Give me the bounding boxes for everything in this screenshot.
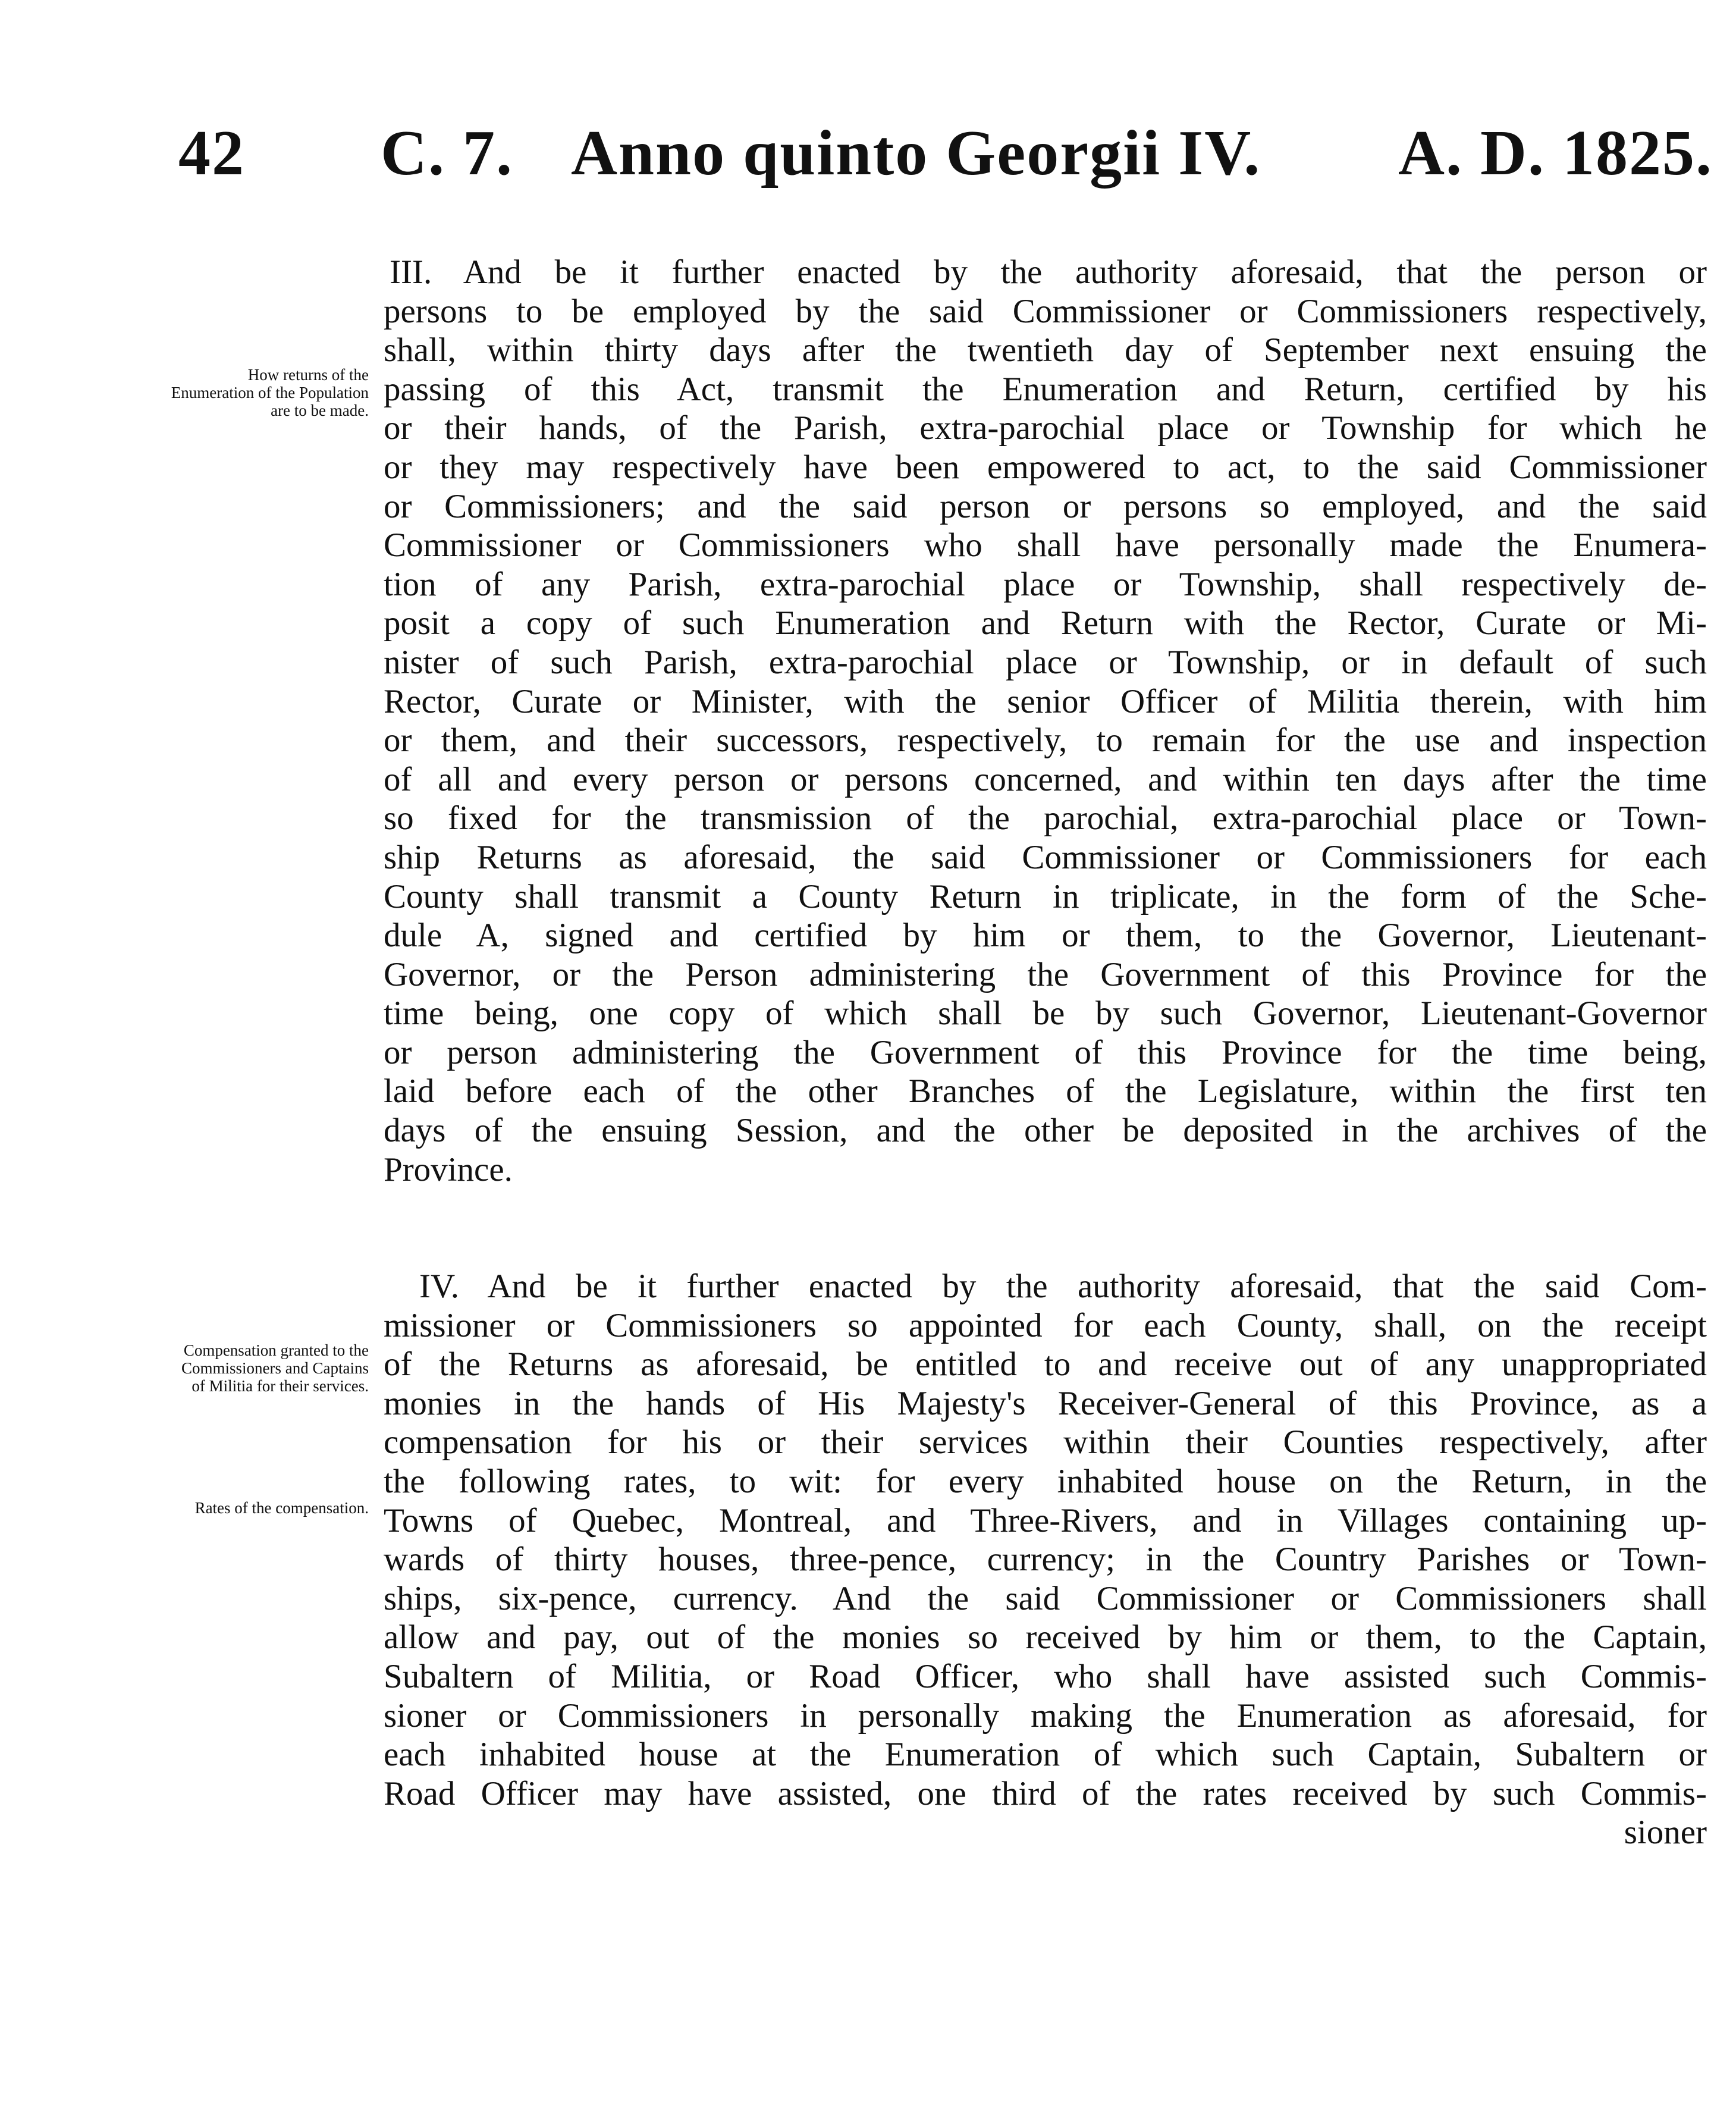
text-line: wards of thirty houses, three-pence, currency; in the Country Parishes or Town-: [384, 1541, 1707, 1579]
text-line: Rector, Curate or Minister, with the senior Officer of Militia therein, with him: [384, 682, 1707, 720]
text-line: IV. And be it further enacted by the authority aforesaid, that the said Com-: [419, 1268, 1707, 1305]
margin-note-compensation: Compensation granted to the Commissioners and Captains of Militia for their services.: [181, 1341, 369, 1395]
text-line: Towns of Quebec, Montreal, and Three-Rivers, and in Villages containing up-: [384, 1501, 1707, 1539]
text-line: or their hands, of the Parish, extra-parochial place or Township for which he: [384, 409, 1707, 447]
year: A. D. 1825.: [1398, 118, 1713, 189]
text-line: or them, and their successors, respectively, to remain for the use and inspection: [384, 722, 1707, 760]
text-line: or they may respectively have been empowered to act, to the said Commissioner: [384, 448, 1707, 486]
text-line: days of the ensuing Session, and the other be deposited in the archives of the: [384, 1112, 1707, 1150]
text-line: of the Returns as aforesaid, be entitled to and receive out of any unappropriated: [384, 1345, 1707, 1384]
text-line: ship Returns as aforesaid, the said Commissioner or Commissioners for each: [384, 838, 1707, 876]
text-line: monies in the hands of His Majesty's Receiver-General of this Province, as a: [384, 1384, 1707, 1422]
text-line: compensation for his or their services within their Counties respectively, after: [384, 1423, 1707, 1461]
text-line: Road Officer may have assisted, one third of the rates received by such Commis-: [384, 1774, 1707, 1812]
text-line: Governor, or the Person administering the Government of this Province for the: [384, 955, 1707, 993]
running-header: [178, 106, 1713, 201]
text-line: nister of such Parish, extra-parochial place or Township, or in default of such: [384, 643, 1707, 681]
text-line: missioner or Commissioners so appointed for each County, shall, on the receipt: [384, 1306, 1707, 1344]
margin-note-enumeration-returns: How returns of the Enumeration of the Population are to be made.: [171, 366, 369, 419]
text-line: passing of this Act, transmit the Enumeration and Return, certified by his: [384, 370, 1707, 408]
text-line: County shall transmit a County Return in triplicate, in the form of the Sche-: [384, 877, 1707, 915]
chapter-number: C. 7.: [381, 118, 513, 189]
text-line: shall, within thirty days after the twentieth day of September next ensuing the: [384, 331, 1707, 369]
text-line: the following rates, to wit: for every inhabited house on the Return, in the: [384, 1462, 1707, 1500]
text-line: laid before each of the other Branches of the Legislature, within the first ten: [384, 1072, 1707, 1111]
text-line: Commissioner or Commissioners who shall have personally made the Enumera-: [384, 526, 1707, 564]
section-iii: [384, 253, 1707, 1189]
text-line: or Commissioners; and the said person or persons so employed, and the said: [384, 487, 1707, 525]
text-line: tion of any Parish, extra-parochial place or Township, shall respectively de-: [384, 565, 1707, 603]
page-number: 42: [178, 118, 245, 189]
text-line: III. And be it further enacted by the authority aforesaid, that the person or: [390, 253, 1707, 291]
text-line: or person administering the Government of this Province for the time being,: [384, 1033, 1707, 1071]
text-line: persons to be employed by the said Commissioner or Commissioners respectively,: [384, 292, 1707, 330]
text-line: Subaltern of Militia, or Road Officer, who shall have assisted such Commis-: [384, 1657, 1707, 1695]
text-line: posit a copy of such Enumeration and Return with the Rector, Curate or Mi-: [384, 604, 1707, 642]
margin-note-rates: Rates of the compensation.: [194, 1499, 369, 1517]
text-line: sioner or Commissioners in personally making the Enumeration as aforesaid, for: [384, 1696, 1707, 1735]
text-line: allow and pay, out of the monies so received by him or them, to the Captain,: [384, 1619, 1707, 1657]
text-line: so fixed for the transmission of the parochial, extra-parochial place or Town-: [384, 799, 1707, 838]
text-line: Province.: [384, 1150, 513, 1188]
text-line: ships, six-pence, currency. And the said Commissioner or Commissioners shall: [384, 1579, 1707, 1617]
text-line: dule A, signed and certified by him or them, to the Governor, Lieutenant-: [384, 917, 1707, 955]
catchword: sioner: [1624, 1814, 1707, 1852]
text-line: time being, one copy of which shall be by such Governor, Lieutenant-Governor: [384, 995, 1707, 1033]
statute-title: Anno quinto Georgii IV.: [571, 118, 1261, 189]
text-line: each inhabited house at the Enumeration of which such Captain, Subaltern or: [384, 1736, 1707, 1774]
text-line: of all and every person or persons concerned, and within ten days after the time: [384, 760, 1707, 798]
section-iv: [384, 1267, 1707, 1852]
